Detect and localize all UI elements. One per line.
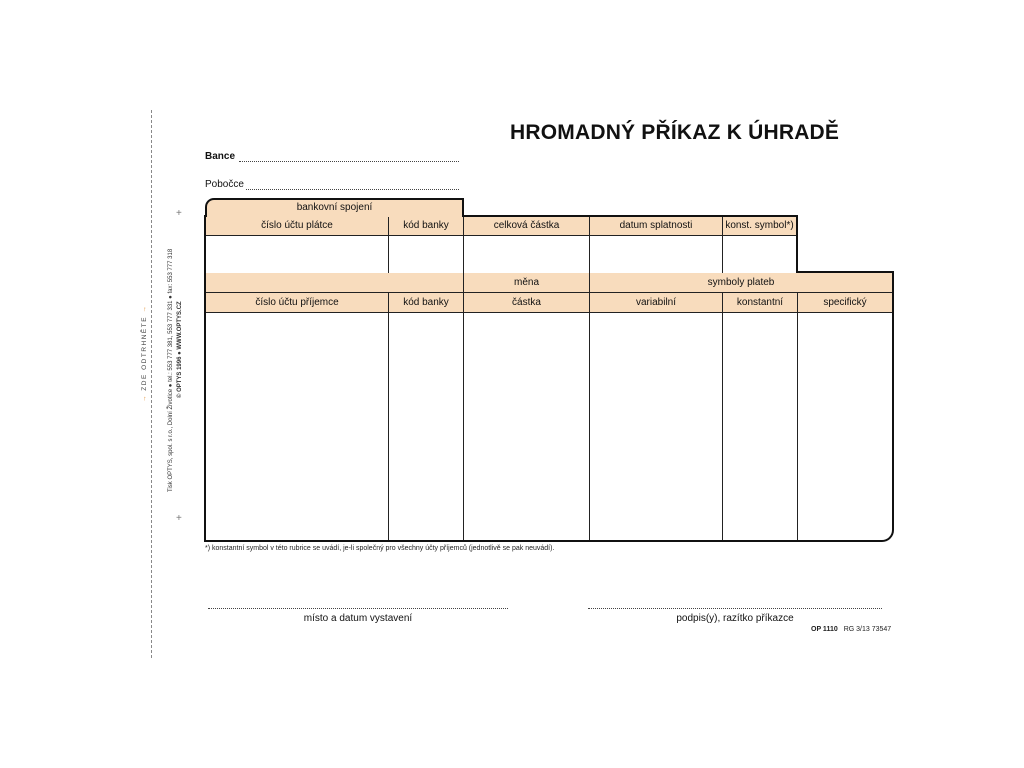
cut-arrow-icon: →	[141, 394, 148, 402]
bank-connection-label: bankovní spojení	[296, 202, 373, 213]
tear-off-line	[151, 110, 152, 658]
const-symbol-input[interactable]	[723, 236, 796, 274]
recipient-bank-code-column[interactable]	[389, 313, 464, 540]
page-title: HROMADNÝ PŘÍKAZ K ÚHRADĚ	[510, 121, 840, 144]
constant-symbol-column[interactable]	[723, 313, 798, 540]
cut-arrow-icon: →	[141, 304, 148, 313]
variable-symbol-column[interactable]	[590, 313, 723, 540]
header-variable-symbol: variabilní	[590, 293, 723, 313]
header-total-amount: celková částka	[464, 217, 590, 236]
printer-info-2: © OPTYS 1996 ● WWW.OPTYS.CZ	[177, 301, 183, 398]
header-amount: částka	[464, 293, 590, 313]
form-code-ref: RG 3/13 73547	[843, 626, 892, 633]
header-currency: měna	[464, 273, 590, 293]
header-payment-symbols: symboly plateb	[590, 273, 892, 293]
payer-bank-code-input[interactable]	[389, 236, 464, 274]
form-code	[811, 626, 891, 633]
header-payer-account: číslo účtu plátce	[206, 217, 389, 236]
header-due-date: datum splatnosti	[590, 217, 723, 236]
branch-label: Pobočce	[205, 179, 244, 190]
bank-label: Bance	[205, 151, 236, 162]
header-constant-symbol: konstantní	[723, 293, 798, 313]
footnote: *) konstantní symbol v této rubrice se uvádí, je-li společný pro všechny účty příjemců (jednotlivě se pak neuvádí).	[205, 545, 555, 552]
branch-field[interactable]	[246, 179, 459, 190]
header-specific-symbol: specifický	[798, 293, 892, 313]
place-date-field[interactable]	[208, 600, 508, 609]
specific-symbol-column[interactable]	[798, 313, 892, 503]
bank-field[interactable]	[239, 151, 459, 162]
signature-label: podpis(y), razítko příkazce	[676, 613, 794, 624]
total-amount-input[interactable]	[464, 236, 590, 274]
table-bottom-corner	[870, 500, 894, 542]
printer-info-1: Tisk OPTYS, spol. s r.o., Dolní Životice ● tel.: 553 777 381, 553 777 331 ● fax: 553 777 318	[168, 248, 174, 492]
signature-field[interactable]	[588, 600, 882, 609]
table-bottom-border	[204, 540, 882, 542]
due-date-input[interactable]	[590, 236, 723, 274]
recipient-account-column[interactable]	[206, 313, 389, 540]
registration-mark: +	[176, 208, 182, 219]
amount-column[interactable]	[464, 313, 590, 540]
table-right-border	[892, 271, 894, 523]
recipient-group-blank	[206, 273, 464, 293]
payer-right-border	[796, 215, 798, 273]
header-recipient-bank-code: kód banky	[389, 293, 464, 313]
header-recipient-account: číslo účtu příjemce	[206, 293, 389, 313]
tear-off-label: → ZDE ODTRHNĚTE →	[141, 304, 148, 402]
header-payer-bank-code: kód banky	[389, 217, 464, 236]
form-code-number: OP 1110	[811, 626, 838, 633]
registration-mark: +	[176, 513, 182, 524]
header-const-symbol: konst. symbol*)	[723, 217, 796, 236]
place-date-label: místo a datum vystavení	[303, 613, 413, 624]
payer-account-input[interactable]	[206, 236, 389, 274]
